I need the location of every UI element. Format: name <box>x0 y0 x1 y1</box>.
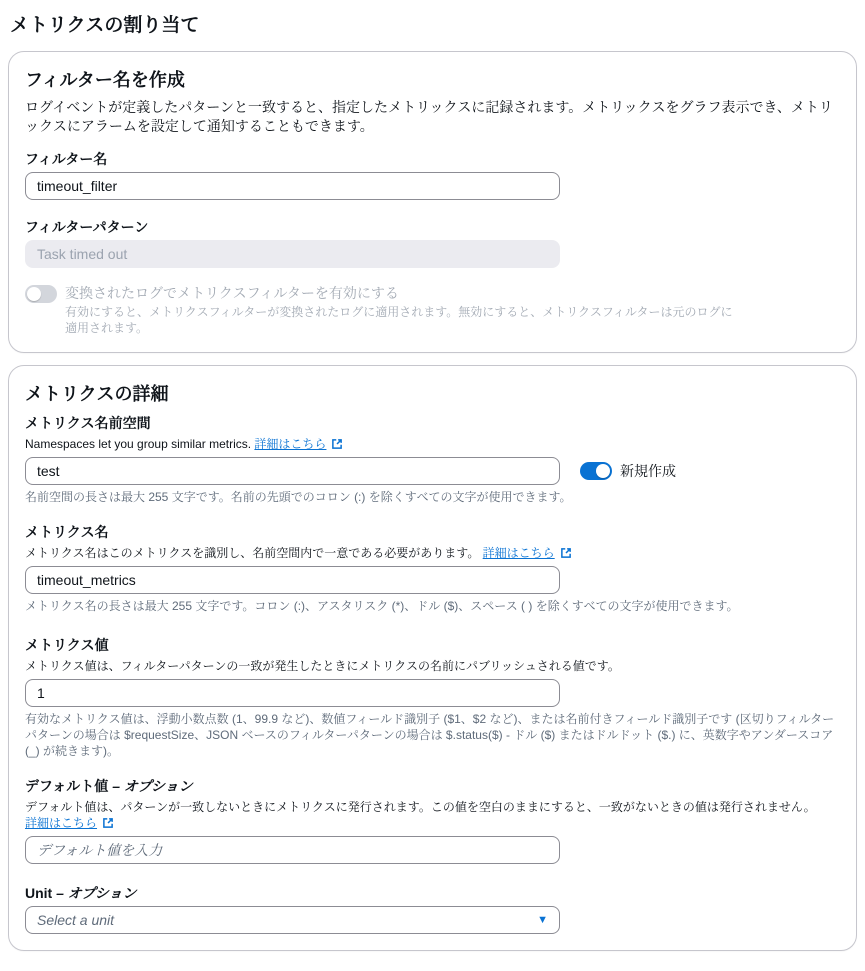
metric-name-field <box>25 523 836 614</box>
metric-namespace-label: メトリクス名前空間 <box>25 415 151 431</box>
filter-card-description: ログイベントが定義したパターンと一致すると、指定したメトリックスに記録されます。メトリックスをグラフ表示でき、メトリックスにアラームを設定して通知することもできます。 <box>25 99 833 134</box>
filter-name-field <box>25 150 836 200</box>
metric-card-title: メトリクスの詳細 <box>25 384 169 404</box>
filter-pattern-label: フィルターパターン <box>25 219 149 235</box>
metric-namespace-description-text: Namespaces let you group similar metrics. <box>25 437 252 451</box>
default-value-field <box>25 777 836 864</box>
filter-name-card <box>8 51 857 353</box>
chevron-down-icon: ▼ <box>537 913 548 926</box>
transformed-logs-toggle[interactable] <box>25 285 57 303</box>
learn-more-link-label: 詳細はこちら <box>25 816 98 830</box>
filter-name-label: フィルター名 <box>25 151 108 167</box>
metric-name-description <box>25 545 836 561</box>
metric-namespace-constraint: 名前空間の長さは最大 255 文字です。名前の先頭でのコロン (:) を除くすべての文字が使用できます。 <box>25 490 572 504</box>
transformed-logs-toggle-text <box>65 284 737 336</box>
create-new-namespace-toggle-label: 新規作成 <box>620 463 676 479</box>
default-value-label-main: デフォルト値 <box>25 778 109 794</box>
filter-name-input[interactable] <box>25 172 560 200</box>
metric-namespace-input[interactable] <box>25 457 560 485</box>
default-value-label <box>25 777 836 795</box>
metric-namespace-description <box>25 436 836 452</box>
metric-details-card <box>8 365 857 951</box>
toggle-knob <box>27 287 41 301</box>
filter-card-title: フィルター名を作成 <box>25 70 185 90</box>
metric-value-label: メトリクス値 <box>25 637 109 653</box>
default-value-description-text: デフォルト値は、パターンが一致しないときにメトリクスに発行されます。この値を空白のままにすると、一致がないときの値は発行されません。 <box>25 800 816 814</box>
unit-label-main: Unit <box>25 885 53 901</box>
external-link-icon <box>331 438 343 450</box>
metric-namespace-field <box>25 414 836 505</box>
learn-more-link-label: 詳細はこちら <box>482 546 555 560</box>
filter-pattern-field <box>25 218 836 268</box>
toggle-knob <box>596 464 610 478</box>
learn-more-link-label: 詳細はこちら <box>254 437 327 451</box>
default-value-learn-more-link[interactable] <box>25 815 114 831</box>
external-link-icon <box>102 817 114 829</box>
namespace-input-row <box>25 457 836 485</box>
metric-name-description-text: メトリクス名はこのメトリクスを識別し、名前空間内で一意である必要があります。 <box>25 546 480 560</box>
transformed-logs-toggle-description: 有効にすると、メトリクスフィルターが変換されたログに適用されます。無効にすると、メトリクスフィルターは元のログに適用されます。 <box>65 305 733 335</box>
metric-name-label: メトリクス名 <box>25 524 109 540</box>
metric-value-input[interactable] <box>25 679 560 707</box>
metric-name-constraint: メトリクス名の長さは最大 255 文字です。コロン (:)、アスタリスク (*)、ドル ($)、スペース ( ) を除くすべての文字が使用できます。 <box>25 599 739 613</box>
metric-value-field <box>25 636 836 759</box>
default-value-label-optional: – オプション <box>112 778 193 794</box>
metric-name-input[interactable] <box>25 566 560 594</box>
default-value-input[interactable] <box>25 836 560 864</box>
namespace-learn-more-link[interactable] <box>254 436 343 452</box>
metric-name-learn-more-link[interactable] <box>483 545 572 561</box>
transformed-logs-toggle-row <box>25 284 836 336</box>
unit-label-optional: – オプション <box>56 885 137 901</box>
external-link-icon <box>560 547 572 559</box>
create-new-namespace-toggle[interactable] <box>580 462 612 480</box>
metric-value-description: メトリクス値は、フィルターパターンの一致が発生したときにメトリクスの名前にパブリッシュされる値です。 <box>25 659 620 673</box>
filter-pattern-input <box>25 240 560 268</box>
transformed-logs-toggle-label: 変換されたログでメトリクスフィルターを有効にする <box>65 285 399 301</box>
unit-select-placeholder: Select a unit <box>37 912 115 928</box>
metric-value-constraint: 有効なメトリクス値は、浮動小数点数 (1、99.9 など)、数値フィールド識別子 ($1、$2 など)、または名前付きフィールド識別子です (区切りフィルターパターンの場合は $requestSize、JSON ベースのフィルターパターンの場合は $.status($) - ドル ($) またはドルドット ($.) に、英数字やアンダースコア (_) が続きます)。 <box>25 712 835 758</box>
unit-select[interactable] <box>25 906 560 934</box>
unit-field <box>25 884 836 934</box>
unit-label <box>25 884 836 902</box>
default-value-description <box>25 799 836 831</box>
page-title: メトリクスの割り当て <box>10 15 200 36</box>
